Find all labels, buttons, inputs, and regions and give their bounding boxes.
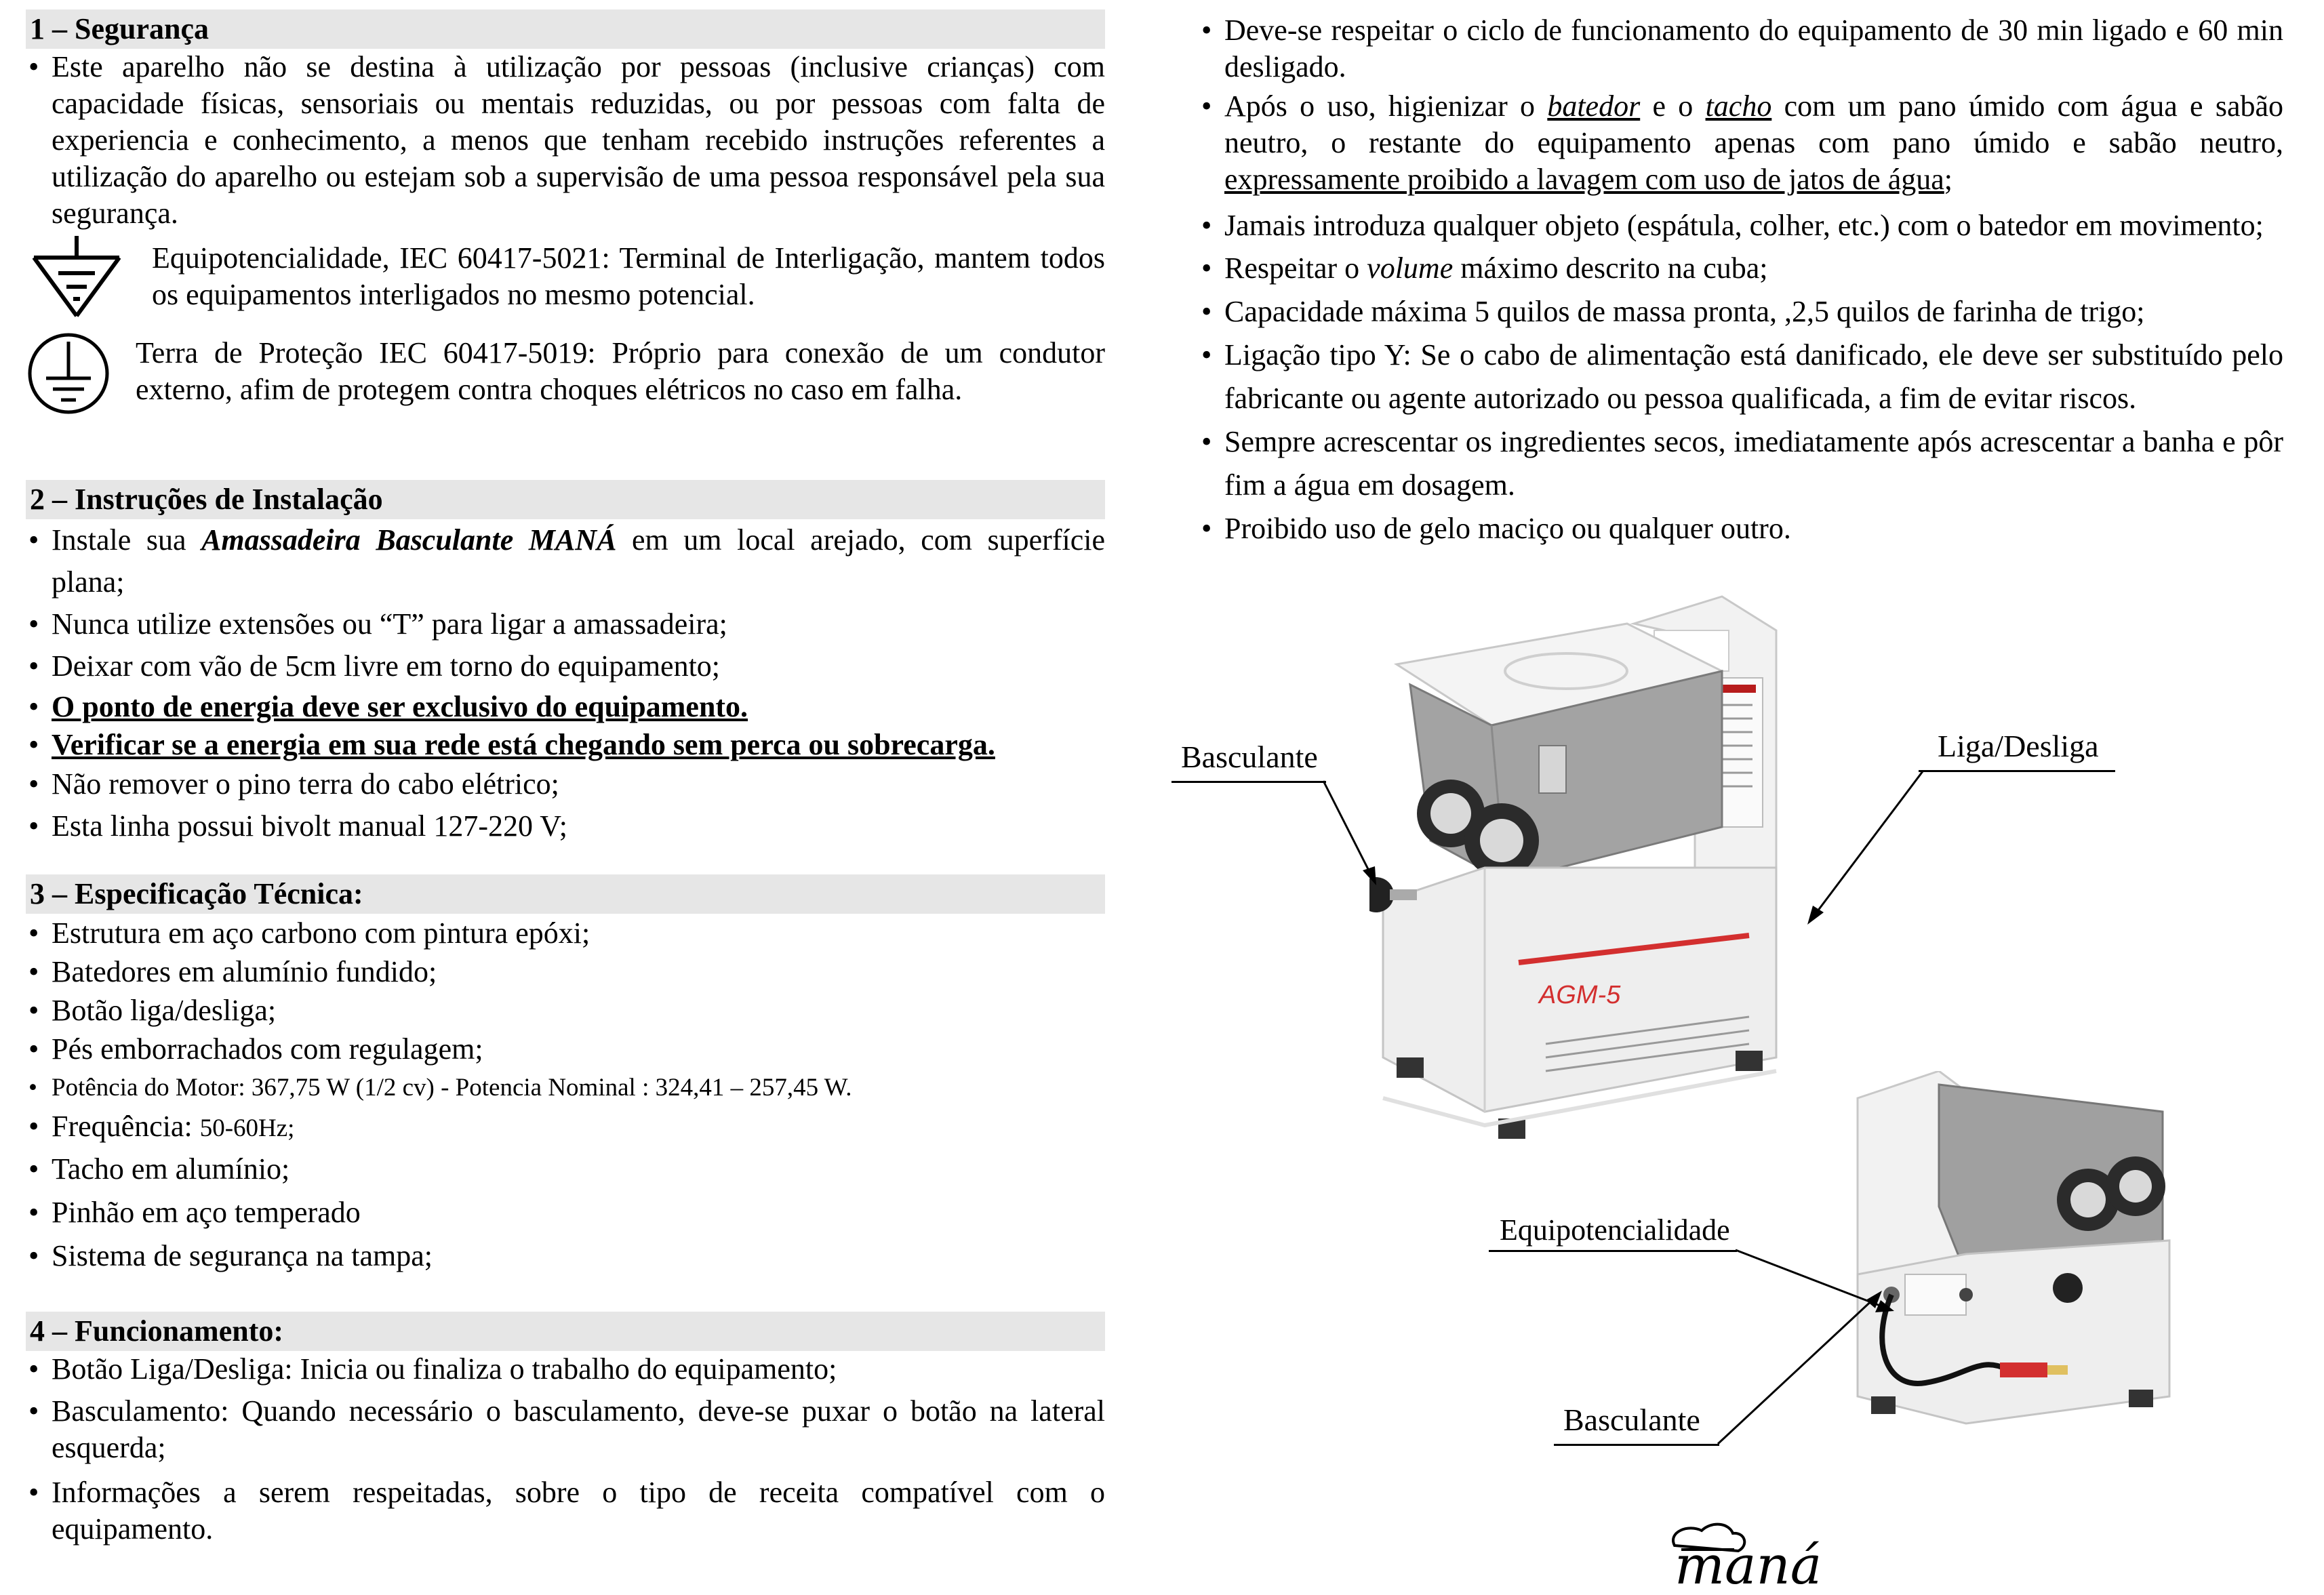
especificacao-item: • Frequência: 50-60Hz; [26, 1107, 1105, 1148]
instalacao-item: • O ponto de energia deve ser exclusivo do equipamento. [26, 687, 1105, 727]
rule-item: • Sempre acrescentar os ingredientes secos, imediatamente após acrescentar a banha e pôr fim a água em dosagem. [1199, 420, 2283, 507]
section-title-funcionamento: 4 – Funcionamento: [26, 1312, 1105, 1351]
terra-row [26, 331, 1105, 419]
instalacao-item: • Deixar com vão de 5cm livre em torno do equipamento; [26, 645, 1105, 687]
instalacao-item: • Não remover o pino terra do cabo elétrico; [26, 763, 1105, 805]
right-column [1199, 12, 2283, 550]
rule-item: • Proibido uso de gelo maciço ou qualquer outro. [1199, 507, 2283, 550]
brand-logo [1654, 1518, 1871, 1586]
funcionamento-item: • Botão Liga/Desliga: Inicia ou finaliza o trabalho do equipamento; [26, 1351, 1105, 1388]
operation-rules-list [1199, 12, 2283, 550]
instalacao-item: • Nunca utilize extensões ou “T” para ligar a amassadeira; [26, 603, 1105, 645]
funcionamento-item: • Informações a serem respeitadas, sobre o tipo de receita compatível com o equipamento. [26, 1474, 1105, 1548]
especificacao-item: • Botão liga/desliga; [26, 991, 1105, 1030]
product-illustration [1153, 583, 2305, 1586]
instalacao-list [26, 519, 1105, 847]
callout-underline [1919, 770, 2115, 772]
instalacao-item: • Esta linha possui bivolt manual 127-220 V; [26, 805, 1105, 847]
rule-item: • Capacidade máxima 5 quilos de massa pronta, ,2,5 quilos de farinha de trigo; [1199, 290, 2283, 334]
especificacao-item: • Estrutura em aço carbono com pintura epóxi; [26, 914, 1105, 952]
funcionamento-list [26, 1351, 1105, 1548]
model-label: AGM-5 [1539, 981, 1621, 1009]
callout-liga-desliga: Liga/Desliga [1938, 729, 2099, 763]
callout-underline [1554, 1444, 1719, 1446]
especificacao-list [26, 914, 1105, 1278]
especificacao-item: • Batedores em alumínio fundido; [26, 952, 1105, 991]
especificacao-item: • Tacho em alumínio; [26, 1148, 1105, 1191]
especificacao-item: • Sistema de segurança na tampa; [26, 1234, 1105, 1278]
left-column [26, 9, 1105, 1548]
section-title-instalacao: 2 – Instruções de Instalação [26, 480, 1105, 519]
brand-logo-text: maná [1675, 1535, 1822, 1586]
rule-item: • Após o uso, higienizar o batedor e o tacho com um pano úmido com água e sabão neutro, o restante do equipamento apenas com pano úmido e sabão neutro, expressamente proibido a lavagem com uso de jatos de água; [1199, 88, 2283, 198]
mixer-machine-front [1369, 583, 1858, 1193]
especificacao-item: • Potência do Motor: 367,75 W (1/2 cv) - Potencia Nominal : 324,41 – 257,45 W. [26, 1068, 1105, 1107]
rule-item: • Deve-se respeitar o ciclo de funcionamento do equipamento de 30 min ligado e 60 min desligado. [1199, 12, 2283, 85]
terra-text: Terra de Proteção IEC 60417-5019: Próprio para conexão de um condutor externo, afim de protegem contra choques elétricos no caso em falha. [136, 336, 1105, 406]
especificacao-item: • Pés emborrachados com regulagem; [26, 1030, 1105, 1068]
section-title-seguranca: 1 – Segurança [26, 9, 1105, 49]
equipotencial-text: Equipotencialidade, IEC 60417-5021: Terminal de Interligação, mantem todos os equipamentos interligados no mesmo potencial. [152, 241, 1105, 311]
equipotencial-row [26, 236, 1105, 324]
funcionamento-item: • Basculamento: Quando necessário o basculamento, deve-se puxar o botão na lateral esquerda; [26, 1393, 1105, 1466]
callout-basculante-top: Basculante [1181, 740, 1318, 774]
callout-underline [1489, 1250, 1737, 1252]
callout-basculante-bottom: Basculante [1563, 1402, 1700, 1437]
callout-arrow-icon [1322, 780, 1383, 888]
rule-item: • Respeitar o volume máximo descrito na cuba; [1199, 247, 2283, 290]
equipotential-icon [26, 236, 127, 324]
rule-item: • Jamais introduza qualquer objeto (espátula, colher, etc.) com o batedor em movimento; [1199, 205, 2283, 247]
especificacao-item: • Pinhão em aço temperado [26, 1191, 1105, 1234]
seguranca-list [26, 49, 1105, 232]
rule-item: • Ligação tipo Y: Se o cabo de alimentação está danificado, ele deve ser substituído pelo fabricante ou agente autorizado ou pessoa qualificada, a fim de evitar riscos. [1199, 334, 2283, 420]
section-title-especificacao: 3 – Especificação Técnica: [26, 874, 1105, 914]
product-name: Amassadeira Basculante MANÁ [201, 523, 617, 557]
callout-underline [1171, 781, 1326, 783]
instalacao-item: • Verificar se a energia em sua rede está chegando sem perca ou sobrecarga. [26, 727, 1105, 763]
instalacao-item: • Instale sua Amassadeira Basculante MANÁ em um local arejado, com superfície plana; [26, 519, 1105, 603]
callout-arrow-icon [1803, 770, 1925, 926]
callout-equipotencialidade: Equipotencialidade [1500, 1213, 1730, 1247]
callout-arrow-icon [1715, 1288, 1885, 1451]
mixer-machine-rear [1844, 1071, 2224, 1451]
protective-earth-icon [26, 331, 114, 419]
seguranca-item: • Este aparelho não se destina à utilização por pessoas (inclusive crianças) com capacidade físicas, sensoriais ou mentais reduzidas, ou por pessoas com falta de experiencia e conhecimento, a menos que tenham recebido instruções referentes a utilização do aparelho ou estejam sob a supervisão de uma pessoa responsável pela sua segurança. [26, 49, 1105, 232]
